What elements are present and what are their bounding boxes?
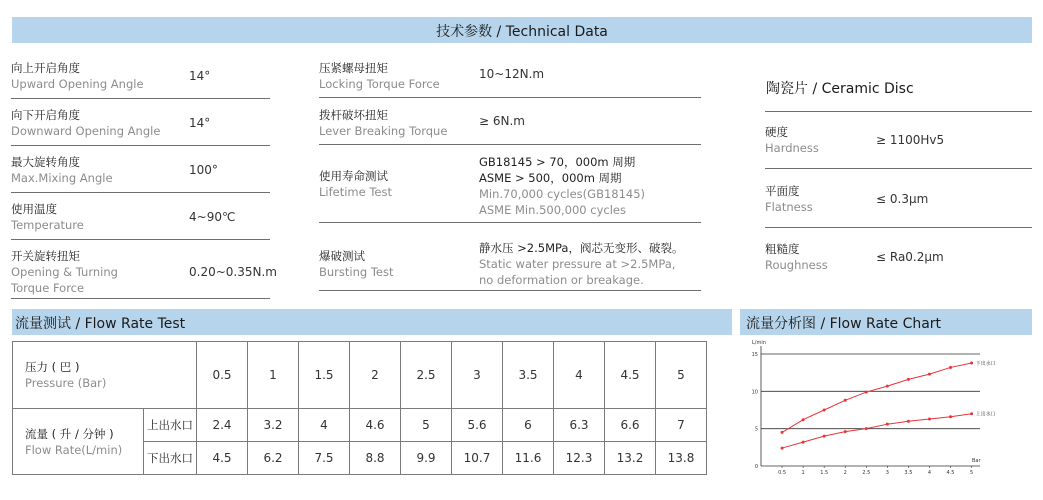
chart-data-point (844, 399, 847, 402)
chart-x-tick-label: 4.5 (946, 470, 955, 476)
pressure-cell: 0.5 (197, 342, 248, 409)
pressure-en: Pressure (Bar) (25, 376, 107, 390)
spec-label-en: Flatness (765, 200, 813, 214)
chart-data-point (886, 385, 889, 388)
spec-label-cn: 硬度 (765, 125, 788, 139)
chart-x-tick-label: 2.5 (862, 470, 871, 476)
lower-flow-cell: 6.2 (248, 442, 299, 475)
chart-data-point (907, 378, 910, 381)
spec-value: ≥ 1100Hv5 (876, 133, 945, 147)
pressure-cell: 2.5 (401, 342, 452, 409)
chart-data-point (970, 412, 973, 415)
spec-label-en: Temperature (11, 218, 84, 232)
spec-value: 14° (189, 116, 211, 130)
lower-flow-cell: 11.6 (503, 442, 554, 475)
flow-test-title: 流量测试 / Flow Rate Test (15, 316, 186, 332)
pressure-cell: 4.5 (605, 342, 656, 409)
spec-label (319, 60, 440, 92)
upper-flow-cell: 5 (401, 409, 452, 442)
ceramic-title: 陶瓷片 / Ceramic Disc (766, 81, 914, 97)
chart-data-point (844, 430, 847, 433)
middle-spec-row (319, 152, 701, 223)
chart-x-tick-label: 3 (885, 470, 889, 476)
pressure-cell: 3.5 (503, 342, 554, 409)
page-title: 技术参数 / Technical Data (436, 24, 608, 40)
flow-rate-table (12, 341, 707, 475)
chart-x-tick-label: 4 (927, 470, 932, 476)
upper-flow-cell: 7 (656, 409, 707, 442)
middle-spec-row (319, 238, 701, 291)
chart-data-point (781, 447, 784, 450)
ceramic-divider (765, 111, 1032, 112)
spec-label-en: Max.Mixing Angle (11, 171, 113, 185)
lower-flow-cell: 8.8 (350, 442, 401, 475)
upper-flow-cell: 6 (503, 409, 554, 442)
spec-value-en: Min.70,000 cycles(GB18145) (479, 187, 646, 201)
spec-value: 4~90℃ (189, 210, 236, 224)
upper-outlet-row (13, 409, 707, 442)
left-spec-row (11, 58, 270, 99)
lower-flow-cell: 4.5 (197, 442, 248, 475)
spec-value: 静水压 >2.5MPa，阀芯无变形、破裂。 (479, 241, 684, 255)
spec-value: ASME > 500，000m 周期 (479, 171, 622, 185)
spec-label (11, 60, 144, 92)
spec-label (11, 201, 84, 233)
spec-label-cn: 平面度 (765, 184, 800, 198)
pressure-cell: 1 (248, 342, 299, 409)
upper-flow-cell: 2.4 (197, 409, 248, 442)
chart-series-line (782, 363, 972, 432)
spec-label-en: Hardness (765, 141, 819, 155)
chart-data-point (949, 415, 952, 418)
title-band (12, 17, 1032, 43)
pressure-cn: 压力 ( 巴 ) (25, 360, 80, 374)
spec-label-cn: 爆破测试 (319, 249, 365, 263)
spec-label-cn: 拨杆破坏扭矩 (319, 108, 388, 122)
spec-label (11, 154, 113, 186)
pressure-cell: 3 (452, 342, 503, 409)
upper-flow-cell: 4.6 (350, 409, 401, 442)
spec-value: 10~12N.m (479, 67, 545, 81)
chart-y-axis-label: L/min (752, 340, 766, 346)
upper-outlet-label: 上出水口 (144, 409, 197, 442)
ceramic-spec-row (765, 180, 1032, 228)
spec-label-en: Downward Opening Angle (11, 124, 161, 138)
chart-series-line (782, 414, 972, 448)
spec-label-en: Locking Torque Force (319, 77, 440, 91)
spec-label-cn: 向上开启角度 (11, 61, 80, 75)
spec-value: ≤ 0.3μm (876, 192, 929, 206)
left-spec-row (11, 199, 270, 240)
chart-data-point (907, 420, 910, 423)
flow-en: Flow Rate(L/min) (25, 442, 123, 457)
spec-value: ≥ 6N.m (479, 114, 525, 128)
pressure-cell: 2 (350, 342, 401, 409)
pressure-header (13, 342, 197, 409)
chart-data-point (865, 427, 868, 430)
lower-flow-cell: 13.8 (656, 442, 707, 475)
flow-rate-chart (744, 338, 1032, 476)
upper-flow-cell: 5.6 (452, 409, 503, 442)
spec-value: ≤ Ra0.2μm (876, 250, 944, 264)
chart-y-tick-label: 15 (751, 352, 758, 358)
chart-data-point (823, 435, 826, 438)
spec-label-en: Lever Breaking Torque (319, 124, 448, 138)
spec-label (765, 241, 828, 273)
spec-label (11, 107, 160, 139)
flow-cn: 流量 ( 升 / 分钟 ) (25, 426, 114, 441)
pressure-cell: 4 (554, 342, 605, 409)
left-spec-row (11, 246, 277, 299)
chart-y-tick-label: 5 (754, 426, 758, 433)
ceramic-spec-row (765, 238, 1032, 286)
chart-data-point (928, 373, 931, 376)
spec-label-cn: 压紧螺母扭矩 (319, 61, 388, 75)
spec-label (765, 183, 813, 215)
chart-data-point (865, 391, 868, 394)
upper-flow-cell: 4 (299, 409, 350, 442)
spec-label-en: Upward Opening Angle (11, 77, 144, 91)
chart-data-point (949, 366, 952, 369)
spec-label (765, 124, 819, 156)
flow-chart-band (740, 309, 1032, 335)
spec-label-en: Opening & Turning (11, 265, 118, 279)
left-spec-row (11, 105, 270, 146)
upper-flow-cell: 3.2 (248, 409, 299, 442)
pressure-cell: 1.5 (299, 342, 350, 409)
spec-label-en: Roughness (765, 258, 828, 272)
spec-value-en: ASME Min.500,000 cycles (479, 203, 626, 217)
spec-label (319, 248, 394, 280)
spec-label-en: Bursting Test (319, 265, 394, 279)
spec-label-cn: 粗糙度 (765, 242, 800, 256)
chart-x-tick-label: 3.5 (904, 470, 913, 476)
chart-series-label: 上出水口 (975, 411, 996, 418)
chart-y-tick-label: 0 (754, 464, 758, 470)
upper-flow-cell: 6.3 (554, 409, 605, 442)
left-spec-row (11, 152, 270, 193)
flow-chart-title: 流量分析图 / Flow Rate Chart (746, 316, 942, 332)
pressure-cell: 5 (656, 342, 707, 409)
spec-label-en: Lifetime Test (319, 185, 393, 199)
chart-x-tick-label: 5 (969, 470, 974, 476)
spec-label (319, 107, 447, 139)
chart-x-axis-label: Bar (972, 458, 981, 464)
chart-x-tick-label: 0.5 (778, 470, 787, 476)
spec-label (11, 248, 118, 296)
chart-data-point (802, 418, 805, 421)
lower-flow-cell: 12.3 (554, 442, 605, 475)
spec-value-en: no deformation or breakage. (479, 273, 644, 287)
chart-x-tick-label: 1.5 (820, 470, 829, 476)
chart-series-label: 下出水口 (975, 360, 996, 367)
chart-x-tick-label: 2 (843, 470, 847, 476)
spec-value: 0.20~0.35N.m (189, 265, 277, 279)
chart-data-point (823, 409, 826, 412)
flow-test-band (12, 309, 732, 335)
lower-flow-cell: 10.7 (452, 442, 503, 475)
spec-label-en: Torque Force (11, 281, 85, 295)
spec-value: GB18145 > 70，000m 周期 (479, 155, 636, 169)
middle-spec-row (319, 58, 701, 98)
chart-data-point (781, 431, 784, 434)
chart-data-point (886, 423, 889, 426)
pressure-row (13, 342, 707, 409)
spec-label-cn: 最大旋转角度 (11, 155, 80, 169)
lower-outlet-label: 下出水口 (144, 442, 197, 475)
lower-flow-cell: 13.2 (605, 442, 656, 475)
spec-value-en: Static water pressure at >2.5MPa, (479, 257, 676, 271)
chart-data-point (970, 361, 973, 364)
flow-header (13, 409, 144, 475)
spec-value: 14° (189, 69, 211, 83)
lower-flow-cell: 7.5 (299, 442, 350, 475)
spec-label-cn: 使用寿命测试 (319, 169, 388, 183)
chart-data-point (928, 417, 931, 420)
spec-label-cn: 使用温度 (11, 202, 57, 216)
ceramic-spec-row (765, 121, 1032, 169)
lower-flow-cell: 9.9 (401, 442, 452, 475)
upper-flow-cell: 6.6 (605, 409, 656, 442)
spec-label-cn: 向下开启角度 (11, 108, 80, 122)
chart-x-tick-label: 1 (801, 470, 805, 476)
spec-label-cn: 开关旋转扭矩 (11, 249, 80, 263)
middle-spec-row (319, 105, 701, 145)
spec-value: 100° (189, 163, 218, 177)
chart-data-point (802, 441, 805, 444)
chart-y-tick-label: 10 (751, 389, 758, 396)
spec-label (319, 168, 392, 200)
